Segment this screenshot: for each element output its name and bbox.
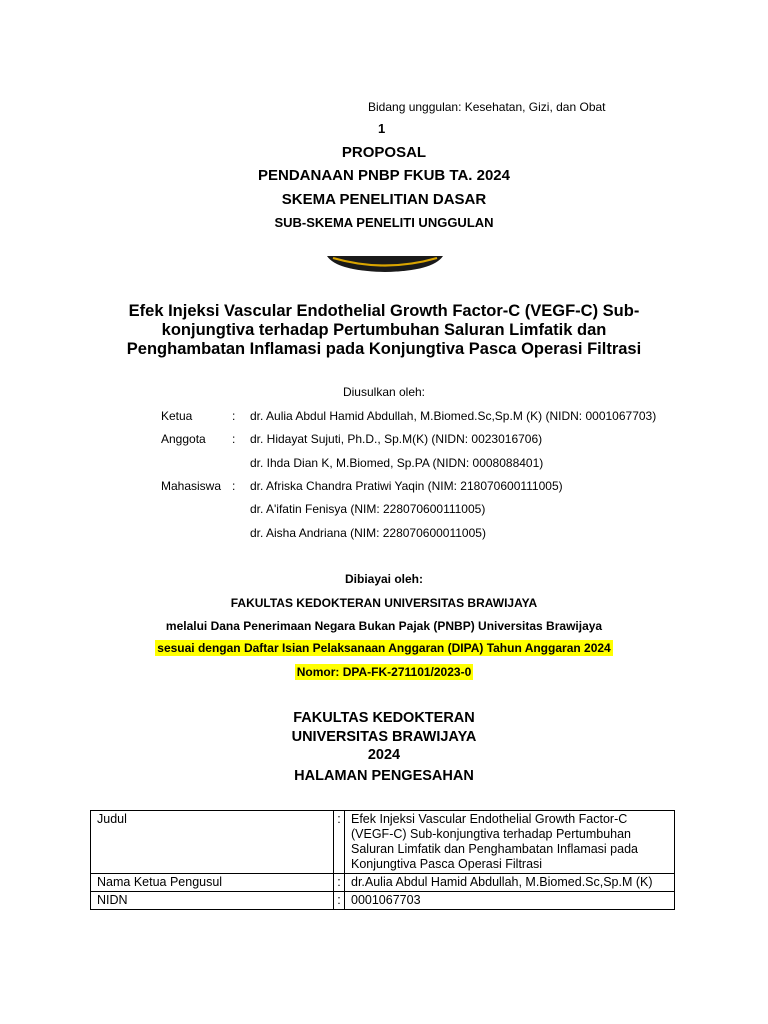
proposer-row-anggota-2 bbox=[0, 456, 768, 472]
row-label: Nama Ketua Pengusul bbox=[91, 874, 334, 892]
approval-page-heading: HALAMAN PENGESAHAN bbox=[294, 768, 474, 784]
title-line: Efek Injeksi Vascular Endothelial Growth Factor-C (VEGF-C) Sub- bbox=[128, 302, 640, 320]
dipa-line bbox=[0, 641, 768, 655]
footer-year: 2024 bbox=[367, 747, 401, 763]
proposer-name: dr. Ihda Dian K, M.Biomed, Sp.PA (NIDN: 0008088401) bbox=[250, 456, 544, 470]
field-of-excellence: Bidang unggulan: Kesehatan, Gizi, dan Obat bbox=[368, 100, 606, 114]
title-line: konjungtiva terhadap Pertumbuhan Saluran Limfatik dan bbox=[161, 321, 607, 339]
university-emblem-icon bbox=[325, 254, 445, 274]
row-value: 0001067703 bbox=[345, 892, 675, 910]
role-label: Mahasiswa bbox=[161, 479, 222, 493]
dipa-highlight: sesuai dengan Daftar Isian Pelaksanaan Anggaran (DIPA) Tahun Anggaran 2024 bbox=[157, 641, 611, 655]
research-scheme-heading: SKEMA PENELITIAN DASAR bbox=[281, 191, 487, 208]
proposer-name: dr. A'ifatin Fenisya (NIM: 228070600111005) bbox=[250, 502, 486, 516]
colon: : bbox=[232, 432, 236, 446]
proposer-name: dr. Aisha Andriana (NIM: 228070600011005) bbox=[250, 526, 486, 540]
sub-scheme-heading: SUB-SKEMA PENELITI UNGGULAN bbox=[274, 215, 494, 230]
dipa-number-line bbox=[0, 665, 768, 679]
row-label: Judul bbox=[91, 811, 334, 874]
footer-university: UNIVERSITAS BRAWIJAYA bbox=[291, 729, 477, 745]
proposer-row-anggota bbox=[0, 432, 768, 448]
role-label: Anggota bbox=[161, 432, 206, 446]
funding-scheme-heading: PENDANAAN PNBP FKUB TA. 2024 bbox=[258, 167, 510, 184]
row-colon: : bbox=[334, 892, 345, 910]
proposer-name: dr. Aulia Abdul Hamid Abdullah, M.Biomed.Sc,Sp.M (K) (NIDN: 0001067703) bbox=[250, 409, 657, 423]
proposer-name: dr. Hidayat Sujuti, Ph.D., Sp.M(K) (NIDN: 0023016706) bbox=[250, 432, 543, 446]
page-number: 1 bbox=[378, 121, 386, 136]
table-row bbox=[91, 892, 675, 910]
funded-by-heading: Dibiayai oleh: bbox=[344, 572, 424, 586]
table-row bbox=[91, 811, 675, 874]
dipa-number: Nomor: DPA-FK-271101/2023-0 bbox=[296, 665, 472, 679]
proposal-heading: PROPOSAL bbox=[341, 144, 427, 161]
role-label: Ketua bbox=[161, 409, 193, 423]
approval-table bbox=[90, 810, 675, 910]
colon: : bbox=[232, 409, 236, 423]
proposed-by-heading: Diusulkan oleh: bbox=[342, 385, 426, 399]
proposer-row-mahasiswa-3 bbox=[0, 526, 768, 542]
proposer-row-ketua bbox=[0, 409, 768, 425]
proposer-row-mahasiswa bbox=[0, 479, 768, 495]
colon: : bbox=[232, 479, 236, 493]
row-label: NIDN bbox=[91, 892, 334, 910]
table-row bbox=[91, 874, 675, 892]
row-colon: : bbox=[334, 811, 345, 874]
proposer-row-mahasiswa-2 bbox=[0, 502, 768, 518]
proposer-name: dr. Afriska Chandra Pratiwi Yaqin (NIM: 218070600111005) bbox=[250, 479, 563, 493]
funding-faculty: FAKULTAS KEDOKTERAN UNIVERSITAS BRAWIJAYA bbox=[230, 596, 538, 610]
funding-source: melalui Dana Penerimaan Negara Bukan Pajak (PNBP) Universitas Brawijaya bbox=[165, 619, 603, 633]
row-colon: : bbox=[334, 874, 345, 892]
row-value: Efek Injeksi Vascular Endothelial Growth Factor-C (VEGF-C) Sub-konjungtiva terhadap Pertumbuhan Saluran Limfatik dan Penghambatan Inflamasi pada Konjungtiva Pasca Operasi Filtrasi bbox=[345, 811, 675, 874]
title-line: Penghambatan Inflamasi pada Konjungtiva Pasca Operasi Filtrasi bbox=[126, 340, 642, 358]
proposal-title bbox=[80, 302, 688, 359]
row-value: dr.Aulia Abdul Hamid Abdullah, M.Biomed.Sc,Sp.M (K) bbox=[345, 874, 675, 892]
footer-faculty: FAKULTAS KEDOKTERAN bbox=[293, 710, 475, 726]
